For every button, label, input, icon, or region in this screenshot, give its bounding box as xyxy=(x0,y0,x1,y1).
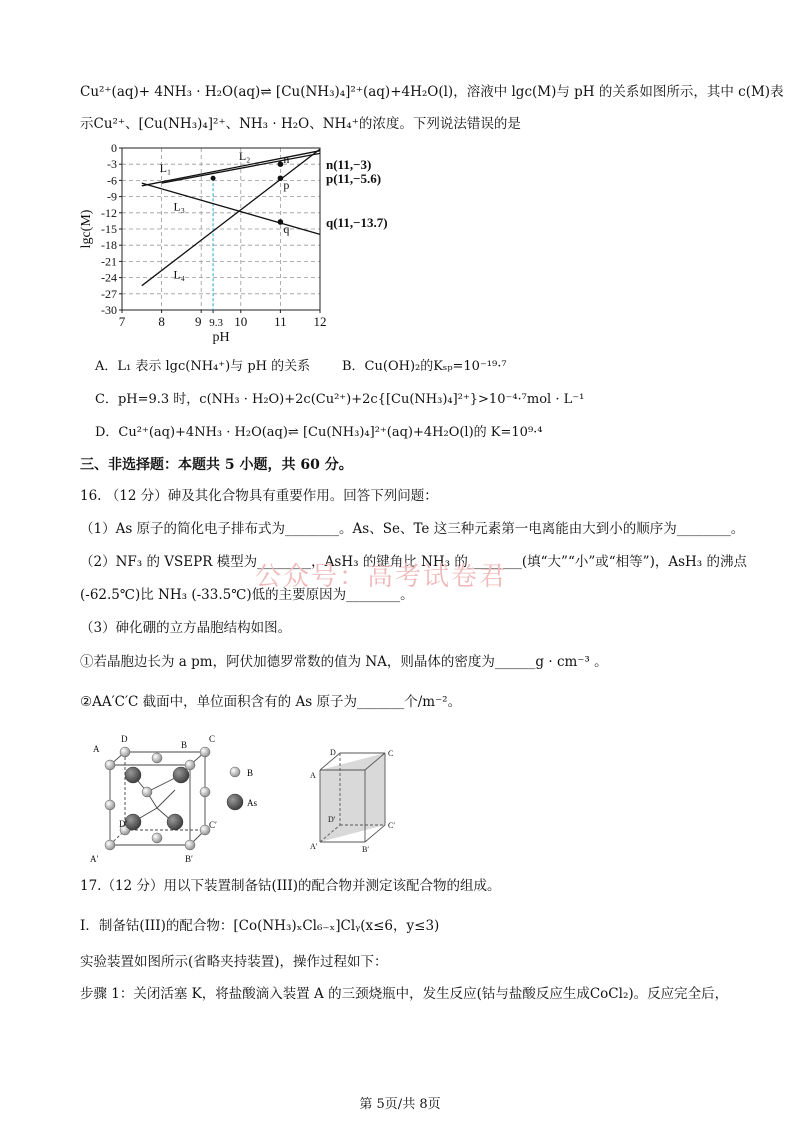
y-tick-label: -12 xyxy=(101,205,117,220)
series-label-2: L₂ xyxy=(238,148,251,163)
point-annotation-p: p(11,−5.6) xyxy=(326,171,382,187)
legend-arsenic-label: As xyxy=(247,798,258,808)
section-heading: 三、非选择题：本题共 5 小题，共 60 分。 xyxy=(80,457,353,473)
arsenic-atoms xyxy=(125,767,189,830)
y-tick-label: -9 xyxy=(107,189,117,204)
y-axis-label: lgc(M) xyxy=(79,209,94,249)
question-stem-line-2: 示Cu²⁺、[Cu(NH₃)₄]²⁺、NH₃ · H₂O、NH₄⁺的浓度。下列说法错误的是 xyxy=(80,116,521,132)
crystal-label-c: C xyxy=(209,734,216,744)
q16-heading: 16. （12 分）砷及其化合物具有重要作用。回答下列问题： xyxy=(80,488,438,504)
section-label-d: D xyxy=(330,748,336,757)
series-label-3: L₃ xyxy=(173,199,185,214)
q16-part3-a: ①若晶胞边长为 a pm，阿伏加德罗常数的值为 NA，则晶体的密度为______g · cm⁻³ 。 xyxy=(80,654,608,670)
q16-part3: （3）砷化硼的立方晶胞结构如图。 xyxy=(80,620,292,636)
series-label-1: L₁ xyxy=(159,160,172,175)
y-tick-label: -21 xyxy=(101,254,117,269)
q17-heading: 17.（12 分）用以下装置制备钴(III)的配合物并测定该配合物的组成。 xyxy=(80,878,501,894)
option-a: A．L₁ 表示 lgc(NH₄⁺)与 pH 的关系 xyxy=(95,359,311,374)
crystal-label-b: B xyxy=(181,740,188,750)
x-tick-label: 12 xyxy=(313,314,327,329)
y-tick-label: -15 xyxy=(101,222,117,236)
point-annotation-n: n(11,−3) xyxy=(326,157,372,173)
x-axis-label: pH xyxy=(212,330,230,345)
legend-boron-label: B xyxy=(247,768,254,778)
crystal-label-d: D xyxy=(121,734,128,744)
q17-part1: I．制备钴(III)的配合物：[Co(NH₃)ₓCl₆₋ₓ]Clᵧ(x≤6，y≤3) xyxy=(80,918,440,934)
crystal-label-c-prime: C′ xyxy=(209,820,217,830)
legend-arsenic-icon xyxy=(227,794,243,810)
q16-part2-line1: （2）NF₃ 的 VSEPR 模型为________，AsH₃ 的键角比 NH₃ 的________(填“大”“小”或“相等”)，AsH₃ 的沸点 xyxy=(80,554,747,570)
x-tick-label: 8 xyxy=(158,314,165,329)
x-tick-label: 10 xyxy=(234,314,248,329)
y-tick-label: 0 xyxy=(111,141,117,155)
question-stem-line-1: Cu²⁺(aq)+ 4NH₃ · H₂O(aq)⇌ [Cu(NH₃)₄]²⁺(aq)+4H₂O(l)，溶液中 lgc(M)与 pH 的关系如图所示，其中 c(M)表 xyxy=(80,84,784,100)
lgc-ph-chart xyxy=(78,140,408,345)
x-tick-label: 11 xyxy=(274,314,287,329)
option-c: C．pH=9.3 时，c(NH₃ · H₂O)+2c(Cu²⁺)+2c{[Cu(NH₃)₄]²⁺}>10⁻⁴·⁷mol · L⁻¹ xyxy=(95,392,585,407)
section-label-b-prime: B′ xyxy=(362,845,370,854)
point-n xyxy=(278,161,284,167)
option-b: B．Cu(OH)₂的Kₛₚ=10⁻¹⁹·⁷ xyxy=(342,359,507,374)
y-tick-label: -27 xyxy=(101,286,117,301)
watermark: 公众号：高考试卷君 xyxy=(255,562,508,592)
section-label-c-prime: C′ xyxy=(388,821,396,830)
q16-part1: （1）As 原子的简化电子排布式为________。As、Se、Te 这三种元素第一电离能由大到小的顺序为________。 xyxy=(80,521,745,537)
series-line-3 xyxy=(142,183,320,234)
option-d: D．Cu²⁺(aq)+4NH₃ · H₂O(aq)⇌ [Cu(NH₃)₄]²⁺(aq)+4H₂O(l)的 K=10⁹·⁴ xyxy=(95,425,543,440)
series-label-4: L₄ xyxy=(173,267,185,282)
point-label-n: n xyxy=(283,152,290,167)
crystal-label-a: A xyxy=(93,744,100,754)
q16-part2-line2: (-62.5℃)比 NH₃ (-33.5℃)低的主要原因为________。 xyxy=(80,587,414,603)
boron-atoms xyxy=(105,747,210,850)
crystal-cell-figure xyxy=(85,730,275,865)
section-label-c: C xyxy=(388,749,394,758)
crystal-label-b-prime: B′ xyxy=(185,854,193,864)
ph-9-3-marker-point xyxy=(211,176,216,181)
point-p xyxy=(278,175,284,181)
crystal-label-a-prime: A′ xyxy=(90,854,99,864)
point-label-p: p xyxy=(283,178,290,193)
page-footer: 第 5页/共 8页 xyxy=(359,1097,441,1112)
q17-text-1: 实验装置如图所示(省略夹持装置)，操作过程如下： xyxy=(80,954,388,970)
x-tick-label: 9 xyxy=(194,314,202,329)
q17-text-2: 步骤 1：关闭活塞 K，将盐酸滴入装置 A 的三颈烧瓶中，发生反应(钴与盐酸反应生成CoCl₂)。反应完全后， xyxy=(80,986,729,1002)
point-label-q: q xyxy=(283,221,290,236)
point-annotation-q: q(11,−13.7) xyxy=(326,214,388,230)
section-plane-figure xyxy=(300,745,430,855)
y-tick-label: -24 xyxy=(101,270,117,285)
x-tick-label: 9.3 xyxy=(209,317,223,329)
q16-part3-b: ②AA′C′C 截面中，单位面积含有的 As 原子为_______个/m⁻²。 xyxy=(80,694,462,710)
section-label-a: A xyxy=(310,771,316,780)
y-tick-label: -18 xyxy=(101,238,117,253)
y-tick-label: -6 xyxy=(107,173,117,188)
section-label-d-prime: D′ xyxy=(328,815,336,824)
y-tick-label: -30 xyxy=(101,303,117,317)
x-tick-label: 7 xyxy=(118,314,126,329)
point-q xyxy=(278,219,284,225)
crystal-label-d-prime: D′ xyxy=(119,819,128,829)
legend-boron-icon xyxy=(230,767,240,777)
y-tick-label: -3 xyxy=(107,157,117,172)
section-label-a-prime: A′ xyxy=(310,842,318,851)
